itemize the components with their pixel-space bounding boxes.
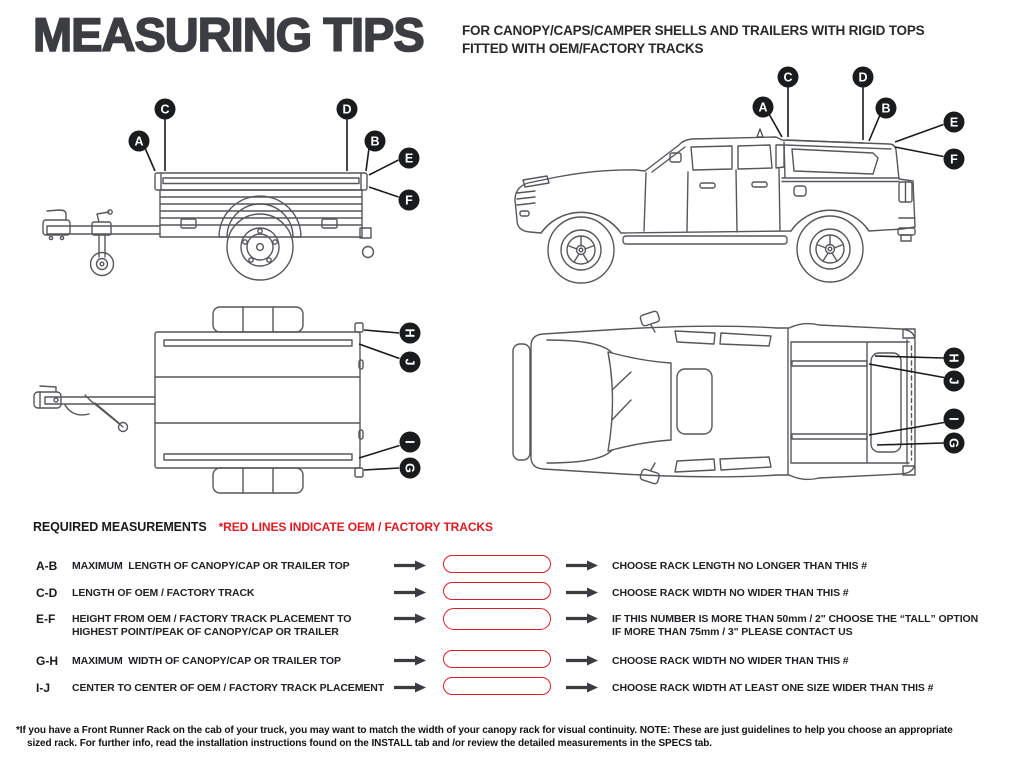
- measurement-description: MAXIMUM LENGTH OF CANOPY/CAP OR TRAILER TOP: [72, 560, 350, 572]
- rocker-step: [623, 236, 787, 244]
- trailer-top-art: [34, 307, 363, 493]
- label-I: I: [946, 417, 961, 421]
- footnote-line-1: *If you have a Front Runner Rack on the cab of your truck, you may want to match the width of your canopy rack for visual continuity. NOTE: These are just guidelines to help you choose an appropriate: [16, 725, 953, 736]
- label-J: J: [946, 377, 961, 385]
- arrow-right-icon: [565, 613, 599, 624]
- label-B: B: [370, 134, 380, 149]
- subtitle-line-1: FOR CANOPY/CAPS/CAMPER SHELLS AND TRAILERS WITH RIGID TOPS: [462, 23, 925, 38]
- label-C: C: [783, 70, 793, 85]
- label-G-marker: [400, 458, 421, 479]
- rack-guidance: IF THIS NUMBER IS MORE THAN 50mm / 2" CHOOSE THE “TALL” OPTION: [612, 613, 979, 625]
- truck-side-view-diagram: [495, 60, 995, 295]
- subtitle-line-2: FITTED WITH OEM/FACTORY TRACKS: [462, 40, 704, 56]
- measurement-row-i-j: [0, 681, 1024, 723]
- measurement-input-field: [443, 582, 551, 600]
- label-D-marker: [853, 67, 874, 88]
- label-E-marker: [399, 148, 420, 169]
- trailer-top-view-diagram: [25, 300, 430, 505]
- trailer-top-callouts: [359, 323, 421, 479]
- label-I-marker: [400, 432, 421, 453]
- truck-side-art: [515, 129, 915, 283]
- hitch-coupler: [34, 392, 61, 408]
- arrow-right-icon: [565, 682, 599, 693]
- measurement-row-e-f: [0, 612, 1024, 654]
- label-J: J: [402, 358, 417, 366]
- fender: [213, 307, 303, 332]
- label-I: I: [402, 440, 417, 444]
- arrow-right-icon: [393, 587, 427, 598]
- sunroof: [677, 369, 712, 434]
- rack-guidance: CHOOSE RACK WIDTH AT LEAST ONE SIZE WIDER THAN THIS #: [612, 682, 934, 694]
- side-mirror: [640, 468, 661, 484]
- label-A: A: [134, 134, 144, 149]
- range-label: G-H: [36, 654, 58, 668]
- label-H: H: [402, 328, 417, 338]
- rack-guidance: CHOOSE RACK LENGTH NO LONGER THAN THIS #: [612, 560, 868, 572]
- page-title: MEASURING TIPS: [33, 8, 424, 61]
- fender: [213, 468, 303, 493]
- label-B-marker: [876, 98, 897, 119]
- oem-track-red-line: [164, 340, 352, 346]
- trailer-side-view-diagram: [35, 95, 435, 295]
- arrow-right-icon: [393, 560, 427, 571]
- label-D-marker: [337, 99, 358, 120]
- measurements-section-header: [33, 520, 493, 534]
- label-F: F: [950, 152, 958, 167]
- truck-top-view-diagram: [505, 300, 980, 495]
- truck-top-callouts: [869, 348, 965, 454]
- label-J-marker: [944, 371, 965, 392]
- measurement-description: MAXIMUM WIDTH OF CANOPY/CAP OR TRAILER TOP: [72, 655, 341, 667]
- label-B: B: [881, 101, 891, 116]
- measurement-input-field: [443, 677, 551, 695]
- oem-track-red-line: [792, 434, 867, 439]
- footnote-line-2: sized rack. For further info, read the installation instructions found on the INSTALL tab and /or review the detailed measurements in the SPECS tab.: [27, 738, 712, 749]
- oem-track-red-line: [792, 361, 867, 366]
- label-A: A: [758, 100, 768, 115]
- measurement-description: LENGTH OF OEM / FACTORY TRACK: [72, 587, 255, 599]
- label-I-marker: [944, 409, 965, 430]
- antenna: [757, 129, 763, 137]
- measurement-description: CENTER TO CENTER OF OEM / FACTORY TRACK PLACEMENT: [72, 682, 385, 694]
- measurement-input-field: [443, 650, 551, 668]
- label-H-marker: [400, 323, 421, 344]
- rack-guidance: CHOOSE RACK WIDTH NO WIDER THAN THIS #: [612, 655, 849, 667]
- canopy-window: [792, 149, 878, 174]
- front-wheel: [548, 217, 614, 283]
- arrow-right-icon: [393, 682, 427, 693]
- label-F-marker: [944, 149, 965, 170]
- footnote: [16, 724, 1016, 750]
- label-E: E: [404, 151, 414, 166]
- label-G: G: [402, 463, 417, 473]
- red-lines-note: *RED LINES INDICATE OEM / FACTORY TRACKS: [218, 520, 493, 534]
- truck-top-art: [513, 311, 915, 485]
- side-mirror: [640, 311, 661, 327]
- trailer-wheel: [227, 214, 293, 280]
- windshield: [608, 352, 671, 451]
- measurement-input-field: [443, 608, 551, 630]
- arrow-right-icon: [565, 655, 599, 666]
- rack-guidance-line2: IF MORE THAN 75mm / 3" PLEASE CONTACT US: [612, 626, 853, 638]
- label-H: H: [946, 353, 961, 363]
- measurement-description: HEIGHT FROM OEM / FACTORY TRACK PLACEMENT TO: [72, 613, 352, 625]
- required-measurements-heading: REQUIRED MEASUREMENTS: [33, 520, 207, 534]
- trailer-side-art: [43, 173, 374, 280]
- label-D: D: [858, 70, 868, 85]
- arrow-right-icon: [393, 655, 427, 666]
- measurement-description-line2: HIGHEST POINT/PEAK OF CANOPY/CAP OR TRAILER: [72, 626, 339, 638]
- label-F-marker: [399, 190, 420, 211]
- measurement-input-field: [443, 555, 551, 573]
- arrow-right-icon: [393, 613, 427, 624]
- label-J-marker: [400, 352, 421, 373]
- jockey-wheel: [91, 253, 114, 276]
- range-label: I-J: [36, 681, 51, 695]
- oem-track-red-line: [787, 140, 863, 143]
- label-E-marker: [944, 112, 965, 133]
- trailer-side-callouts: [129, 99, 420, 211]
- oem-track-red-line: [164, 454, 352, 460]
- label-G: G: [946, 438, 961, 448]
- label-H-marker: [944, 348, 965, 369]
- range-label: A-B: [36, 559, 58, 573]
- label-C-marker: [778, 67, 799, 88]
- range-label: C-D: [36, 586, 58, 600]
- rack-guidance: CHOOSE RACK WIDTH NO WIDER THAN THIS #: [612, 587, 849, 599]
- page-subtitle: [462, 22, 924, 57]
- front-bumper: [513, 344, 530, 460]
- label-D: D: [342, 102, 352, 117]
- label-A-marker: [129, 131, 150, 152]
- label-B-marker: [365, 131, 386, 152]
- label-A-marker: [753, 97, 774, 118]
- arrow-right-icon: [565, 560, 599, 571]
- rear-wheel: [797, 216, 863, 282]
- label-E: E: [949, 115, 959, 130]
- range-label: E-F: [36, 612, 56, 626]
- label-C-marker: [155, 99, 176, 120]
- oem-track-red-line: [163, 178, 359, 184]
- label-C: C: [160, 102, 170, 117]
- label-G-marker: [944, 433, 965, 454]
- arrow-right-icon: [565, 587, 599, 598]
- label-F: F: [405, 193, 413, 208]
